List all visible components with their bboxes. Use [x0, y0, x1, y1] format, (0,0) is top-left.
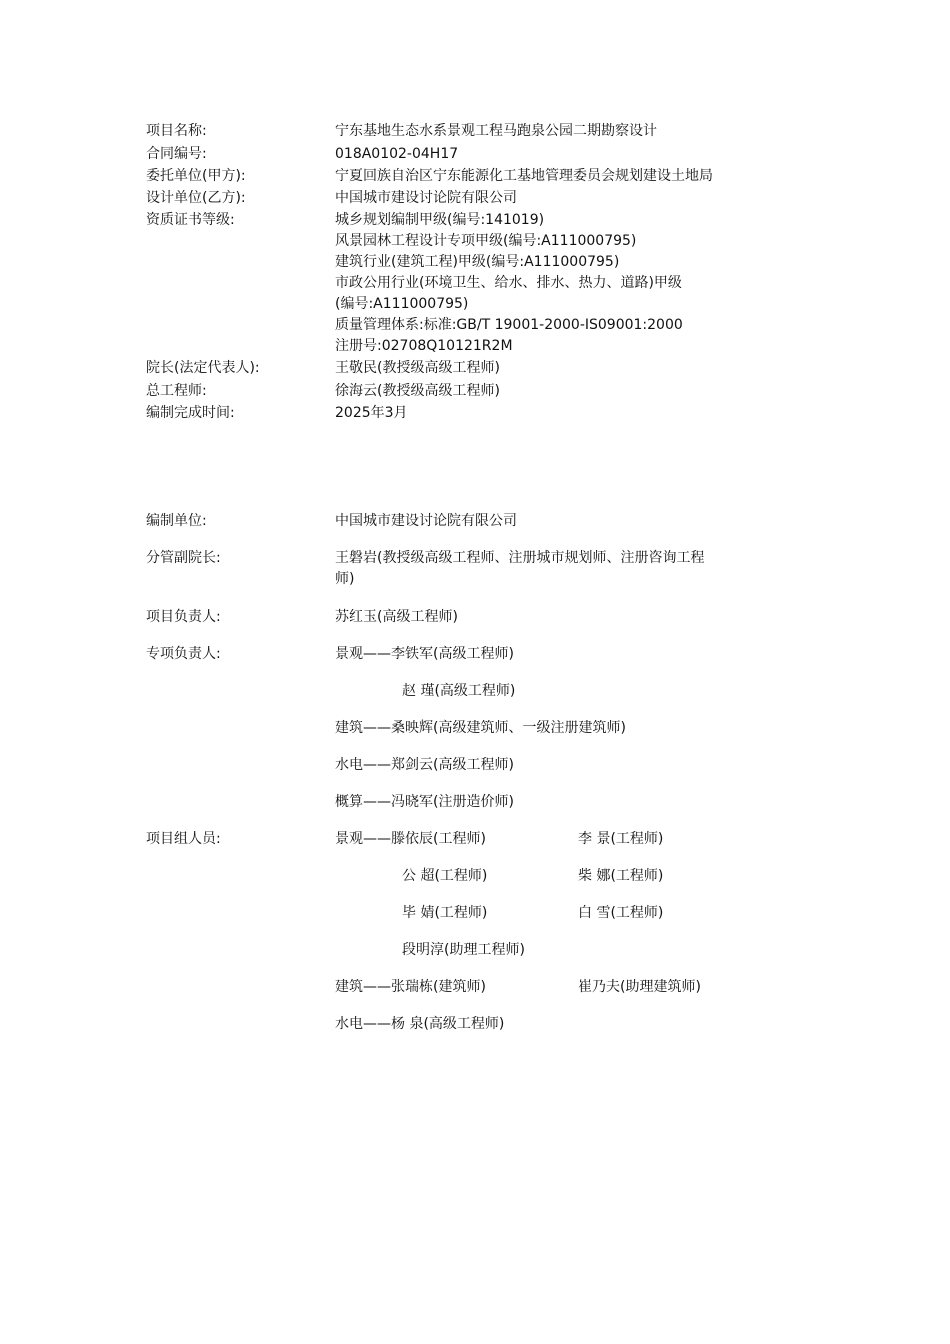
- team-row: [0, 977, 950, 997]
- qualification-line: 风景园林工程设计专项甲级(编号:A111000795): [335, 233, 637, 249]
- president-value: 王敬民(教授级高级工程师): [335, 360, 500, 376]
- vice-president-label: 分管副院长:: [146, 550, 221, 566]
- client-row: [0, 166, 950, 186]
- team-row: [0, 903, 950, 923]
- qualifications-label: 资质证书等级:: [146, 212, 235, 228]
- client-value: 宁夏回族自治区宁东能源化工基地管理委员会规划建设土地局: [335, 168, 713, 184]
- project-name-value: 宁东基地生态水系景观工程马跑泉公园二期勘察设计: [335, 123, 657, 139]
- qualifications-row: [0, 273, 950, 293]
- specialty-lead-budget: 概算——冯晓军(注册造价师): [335, 794, 514, 810]
- project-name-label: 项目名称:: [146, 123, 207, 139]
- completion-date-label: 编制完成时间:: [146, 405, 235, 421]
- specialty-lead-hydro-electric: 水电——郑剑云(高级工程师): [335, 757, 514, 773]
- team-member: 建筑——张瑞栋(建筑师): [335, 979, 486, 995]
- designer-value: 中国城市建设讨论院有限公司: [335, 190, 517, 206]
- specialty-leads-row: [0, 644, 950, 664]
- completion-date-row: [0, 403, 950, 423]
- client-label: 委托单位(甲方):: [146, 168, 246, 184]
- team-label: 项目组人员:: [146, 831, 221, 847]
- qualification-line: 注册号:02708Q10121R2M: [335, 338, 513, 354]
- qualifications-row: [0, 336, 950, 356]
- specialty-leads-row: [0, 718, 950, 738]
- project-lead-value: 苏红玉(高级工程师): [335, 609, 458, 625]
- specialty-lead-landscape: 景观——李铁军(高级工程师): [335, 646, 514, 662]
- qualification-line: 市政公用行业(环境卫生、给水、排水、热力、道路)甲级: [335, 275, 682, 291]
- qualification-line: 建筑行业(建筑工程)甲级(编号:A111000795): [335, 254, 620, 270]
- qualification-line: 质量管理体系:标准:GB/T 19001-2000-IS09001:2000: [335, 317, 683, 333]
- team-member: 水电——杨 泉(高级工程师): [335, 1016, 505, 1032]
- qualifications-row: [0, 210, 950, 230]
- vice-president-row: [0, 548, 950, 568]
- qualifications-row: [0, 315, 950, 335]
- unit-label: 编制单位:: [146, 513, 207, 529]
- vice-president-value-cont: 师): [335, 571, 355, 587]
- team-row: [0, 829, 950, 849]
- team-row: [0, 866, 950, 886]
- vice-president-row-cont: [0, 569, 950, 589]
- president-label: 院长(法定代表人):: [146, 360, 260, 376]
- qualifications-row: [0, 252, 950, 272]
- qualifications-row: [0, 231, 950, 251]
- specialty-leads-row: [0, 792, 950, 812]
- qualification-line: 城乡规划编制甲级(编号:141019): [335, 212, 545, 228]
- specialty-lead-architecture: 建筑——桑映辉(高级建筑师、一级注册建筑师): [335, 720, 626, 736]
- chief-engineer-row: [0, 381, 950, 401]
- specialty-leads-row: [0, 755, 950, 775]
- qualifications-row: [0, 294, 950, 314]
- designer-row: [0, 188, 950, 208]
- unit-value: 中国城市建设讨论院有限公司: [335, 513, 517, 529]
- chief-engineer-label: 总工程师:: [146, 383, 207, 399]
- vice-president-value: 王磐岩(教授级高级工程师、注册城市规划师、注册咨询工程: [335, 550, 705, 566]
- unit-row: [0, 511, 950, 531]
- project-lead-row: [0, 607, 950, 627]
- team-member: 景观——滕依辰(工程师): [335, 831, 486, 847]
- contract-no-value: 018A0102-04H17: [335, 146, 459, 162]
- specialty-leads-row: [0, 681, 950, 701]
- specialty-leads-label: 专项负责人:: [146, 646, 221, 662]
- team-member: 白 雪(工程师): [578, 905, 664, 921]
- designer-label: 设计单位(乙方):: [146, 190, 246, 206]
- project-lead-label: 项目负责人:: [146, 609, 221, 625]
- project-name-row: [0, 121, 950, 141]
- team-member: 公 超(工程师): [402, 868, 488, 884]
- team-member: 段明淳(助理工程师): [402, 942, 525, 958]
- team-member: 毕 婧(工程师): [402, 905, 488, 921]
- contract-no-label: 合同编号:: [146, 146, 207, 162]
- chief-engineer-value: 徐海云(教授级高级工程师): [335, 383, 500, 399]
- team-row: [0, 940, 950, 960]
- team-member: 崔乃夫(助理建筑师): [578, 979, 701, 995]
- specialty-lead-landscape-2: 赵 瑾(高级工程师): [402, 683, 516, 699]
- completion-date-value: 2025年3月: [335, 405, 408, 421]
- contract-no-row: [0, 144, 950, 164]
- qualification-line: (编号:A111000795): [335, 296, 469, 312]
- team-member: 柴 娜(工程师): [578, 868, 664, 884]
- president-row: [0, 358, 950, 378]
- team-row: [0, 1014, 950, 1034]
- team-member: 李 景(工程师): [578, 831, 664, 847]
